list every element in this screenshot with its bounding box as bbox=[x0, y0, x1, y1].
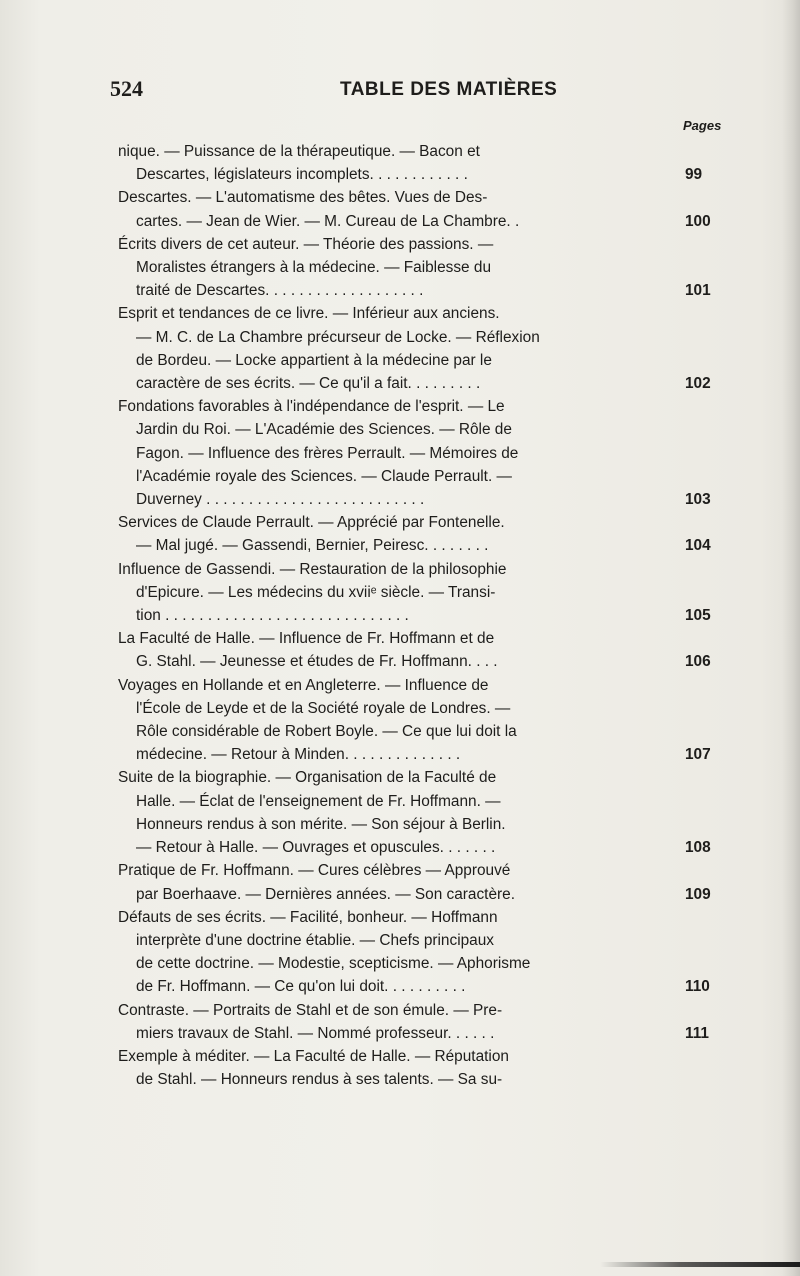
toc-entry-line: Exemple à méditer. — La Faculté de Halle. — Réputation bbox=[118, 1047, 509, 1065]
toc-entry bbox=[118, 186, 718, 232]
toc-entry-line: Moralistes étrangers à la médecine. — Faiblesse du bbox=[136, 259, 492, 277]
toc-page-number: 111 bbox=[685, 1024, 709, 1042]
toc-entry bbox=[118, 140, 718, 186]
toc-entry-line: Descartes. — L'automatisme des bêtes. Vues de Des- bbox=[118, 189, 488, 207]
toc-entry-line: Suite de la biographie. — Organisation de la Faculté de bbox=[118, 769, 497, 787]
toc-page-number: 100 bbox=[685, 212, 711, 230]
toc-page-number: 109 bbox=[685, 885, 711, 903]
toc-entry bbox=[118, 859, 718, 905]
toc-entry bbox=[118, 999, 718, 1045]
toc-page-number: 104 bbox=[685, 537, 711, 555]
toc-entry-line: — M. C. de La Chambre précurseur de Locke. — Réflexion bbox=[136, 328, 540, 346]
bottom-rule bbox=[600, 1262, 800, 1267]
toc-page-number: 99 bbox=[685, 166, 703, 184]
toc-page-number: 106 bbox=[685, 653, 711, 671]
toc-page-number: 102 bbox=[685, 375, 711, 393]
toc-entry-line: tion . . . . . . . . . . . . . . . . . . . . . . . . . . . . . bbox=[136, 607, 409, 625]
toc-page-number: 105 bbox=[685, 607, 711, 625]
toc-entry bbox=[118, 1045, 718, 1091]
toc-entry-line: de Bordeu. — Locke appartient à la médecine par le bbox=[136, 351, 492, 369]
toc-entry-line: La Faculté de Halle. — Influence de Fr. Hoffmann et de bbox=[118, 630, 495, 648]
toc-entry-line: de Fr. Hoffmann. — Ce qu'on lui doit. . . . . . . . . . bbox=[136, 978, 466, 996]
toc-entry-line: de Stahl. — Honneurs rendus à ses talents. — Sa su- bbox=[136, 1071, 503, 1089]
toc-entry-line: Jardin du Roi. — L'Académie des Sciences. — Rôle de bbox=[136, 421, 512, 439]
pages-column-label: Pages bbox=[683, 118, 722, 133]
toc-entry-line: Rôle considérable de Robert Boyle. — Ce que lui doit la bbox=[136, 723, 517, 741]
toc-entry bbox=[118, 302, 718, 395]
toc-page-number: 103 bbox=[685, 491, 711, 509]
toc-entry-line: médecine. — Retour à Minden. . . . . . . . . . . . . . bbox=[136, 746, 461, 764]
toc-entry-line: cartes. — Jean de Wier. — M. Cureau de La Chambre. . bbox=[136, 212, 520, 230]
toc-entry-line: Influence de Gassendi. — Restauration de la philosophie bbox=[118, 560, 507, 578]
toc-entry-line: Pratique de Fr. Hoffmann. — Cures célèbres — Approuvé bbox=[118, 862, 511, 880]
toc-entry-line: miers travaux de Stahl. — Nommé professeur. . . . . . bbox=[136, 1024, 495, 1042]
toc-page-number: 107 bbox=[685, 746, 711, 764]
toc-entry-line: — Mal jugé. — Gassendi, Bernier, Peiresc. . . . . . . . bbox=[136, 537, 489, 555]
toc-entry bbox=[118, 558, 718, 628]
toc-entry-line: l'École de Leyde et de la Société royale de Londres. — bbox=[136, 699, 511, 717]
toc-entry bbox=[118, 511, 718, 557]
toc-entry-line: — Retour à Halle. — Ouvrages et opuscules. . . . . . . bbox=[136, 839, 496, 857]
toc-entry-line: Fondations favorables à l'indépendance de l'esprit. — Le bbox=[118, 398, 505, 416]
toc-entry-line: Fagon. — Influence des frères Perrault. — Mémoires de bbox=[136, 444, 519, 462]
toc-entry-line: Honneurs rendus à son mérite. — Son séjour à Berlin. bbox=[136, 815, 506, 833]
toc-entry-line: nique. — Puissance de la thérapeutique. — Bacon et bbox=[118, 143, 480, 160]
toc-entry-line: Défauts de ses écrits. — Facilité, bonheur. — Hoffmann bbox=[118, 908, 498, 926]
toc-entry bbox=[118, 627, 718, 673]
toc-entry-line: Duverney . . . . . . . . . . . . . . . . . . . . . . . . . . bbox=[136, 491, 425, 509]
toc-entry-line: Voyages en Hollande et en Angleterre. — Influence de bbox=[118, 676, 489, 694]
toc-entry bbox=[118, 906, 718, 999]
toc-entry bbox=[118, 395, 718, 511]
toc-entry-line: l'Académie royale des Sciences. — Claude Perrault. — bbox=[136, 467, 512, 485]
toc-entry-line: par Boerhaave. — Dernières années. — Son caractère. bbox=[136, 885, 515, 903]
toc-entry bbox=[118, 233, 718, 303]
toc-entry-line: Contraste. — Portraits de Stahl et de son émule. — Pre- bbox=[118, 1001, 503, 1019]
toc-entry bbox=[118, 766, 718, 859]
toc-entry-line: G. Stahl. — Jeunesse et études de Fr. Hoffmann. . . . bbox=[136, 653, 498, 671]
toc-entry-line: Halle. — Éclat de l'enseignement de Fr. Hoffmann. — bbox=[136, 792, 501, 810]
toc-entry-line: d'Epicure. — Les médecins du xviiᵉ siècle. — Transi- bbox=[136, 583, 496, 601]
toc-entry-line: Écrits divers de cet auteur. — Théorie des passions. — bbox=[118, 235, 494, 253]
page-number: 524 bbox=[110, 76, 143, 101]
toc-entry-line: caractère de ses écrits. — Ce qu'il a fait. . . . . . . . . bbox=[136, 375, 481, 393]
toc-page-number: 108 bbox=[685, 839, 711, 857]
toc-page-number: 101 bbox=[685, 282, 711, 300]
running-title: TABLE DES MATIÈRES bbox=[340, 79, 558, 100]
page-edge-shadow bbox=[782, 0, 800, 1276]
toc-entry bbox=[118, 674, 718, 767]
table-of-contents bbox=[118, 140, 718, 1091]
toc-entry-line: de cette doctrine. — Modestie, scepticisme. — Aphorisme bbox=[136, 955, 531, 973]
toc-entry-line: interprète d'une doctrine établie. — Chefs principaux bbox=[136, 931, 494, 949]
toc-entry-line: Services de Claude Perrault. — Apprécié par Fontenelle. bbox=[118, 514, 505, 532]
toc-page-number: 110 bbox=[685, 978, 710, 996]
toc-entry-line: Esprit et tendances de ce livre. — Inférieur aux anciens. bbox=[118, 305, 500, 323]
toc-entry-line: traité de Descartes. . . . . . . . . . . . . . . . . . . bbox=[136, 282, 424, 300]
toc-entry-line: Descartes, législateurs incomplets. . . . . . . . . . . . bbox=[136, 166, 468, 184]
page-header bbox=[110, 76, 760, 106]
